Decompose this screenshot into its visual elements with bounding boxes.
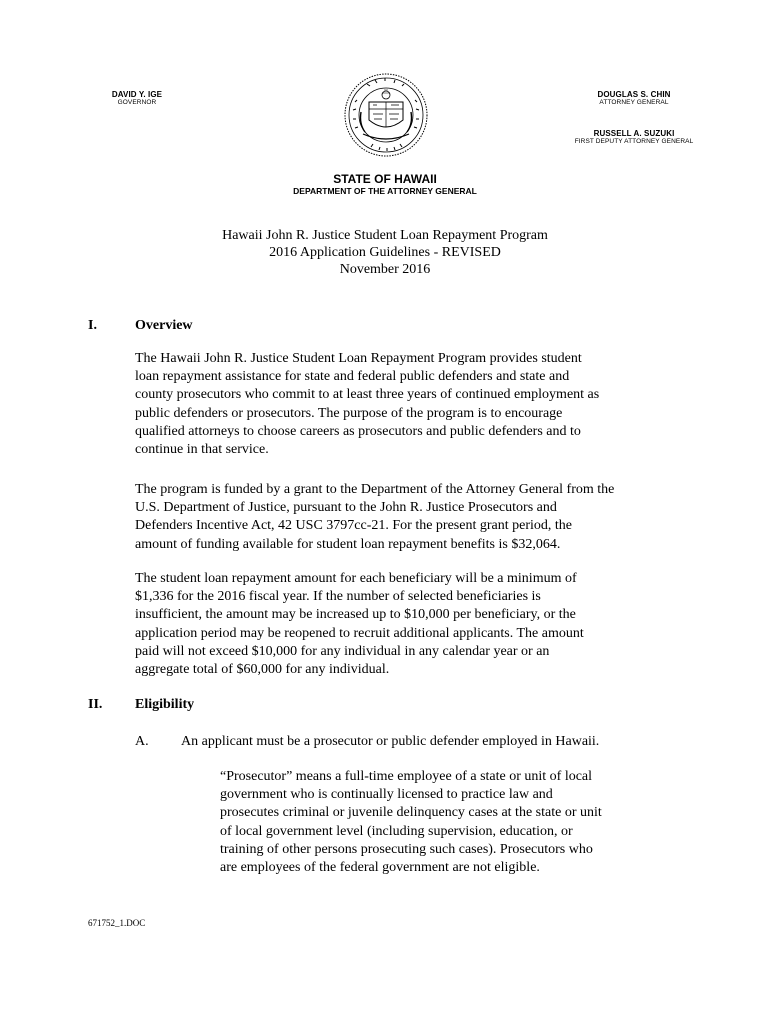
- governor-name: DAVID Y. IGE: [111, 90, 163, 99]
- title-line-2: 2016 Application Guidelines - REVISED: [269, 245, 501, 260]
- first-deputy-title: FIRST DEPUTY ATTORNEY GENERAL: [574, 138, 694, 145]
- overview-paragraph-1: [135, 350, 599, 459]
- text-line: The student loan repayment amount for each beneficiary will be a minimum of: [135, 571, 577, 586]
- document-id: 671752_1.DOC: [88, 918, 146, 928]
- text-line: county prosecutors who commit to at least three years of continued employment as: [135, 387, 600, 403]
- attorney-general-name: DOUGLAS S. CHIN: [597, 90, 671, 99]
- state-title: STATE OF HAWAII: [333, 172, 437, 186]
- letterhead-right-bottom: [566, 129, 702, 145]
- text-line: loan repayment assistance for state and federal public defenders and state and: [135, 369, 570, 385]
- text-line: $1,336 for the 2016 fiscal year. If the number of selected beneficiaries is: [135, 589, 541, 605]
- text-line: training of other persons prosecuting such cases). Prosecutors who: [220, 841, 593, 857]
- prosecutor-definition: [220, 768, 602, 877]
- text-line: Defenders Incentive Act, 42 USC 3797cc-21. For the present grant period, the: [135, 518, 572, 534]
- text-line: insufficient, the amount may be increased up to $10,000 per beneficiary, or the: [135, 607, 576, 623]
- governor-title: GOVERNOR: [117, 99, 157, 106]
- text-line: continue in that service.: [135, 441, 269, 457]
- text-line: qualified attorneys to choose careers as prosecutors and public defenders and to: [135, 423, 581, 439]
- text-line: prosecutes criminal or juvenile delinquency cases at the state or unit: [220, 805, 602, 821]
- text-line: “Prosecutor” means a full-time employee of a state or unit of local: [220, 769, 593, 784]
- section-number-overview: I.: [88, 318, 97, 333]
- text-line: The Hawaii John R. Justice Student Loan Repayment Program provides student: [135, 351, 582, 366]
- title-line-1: Hawaii John R. Justice Student Loan Repayment Program: [222, 228, 548, 243]
- attorney-general-title: ATTORNEY GENERAL: [599, 99, 669, 106]
- text-line: government who is continually licensed to practice law and: [220, 787, 553, 803]
- overview-paragraph-3: [135, 570, 584, 679]
- text-line: public defenders or prosecutors. The purpose of the program is to encourage: [135, 405, 563, 421]
- state-seal-icon: [343, 72, 429, 158]
- text-line: U.S. Department of Justice, pursuant to the John R. Justice Prosecutors and: [135, 500, 557, 516]
- text-line: amount of funding available for student loan repayment benefits is $32,064.: [135, 536, 561, 552]
- text-line: of local government level (including supervision, education, or: [220, 823, 573, 839]
- text-line: aggregate total of $60,000 for any individual.: [135, 661, 390, 677]
- eligibility-item-text: An applicant must be a prosecutor or public defender employed in Hawaii.: [181, 734, 600, 749]
- text-line: The program is funded by a grant to the Department of the Attorney General from the: [135, 482, 615, 497]
- text-line: paid will not exceed $10,000 for any individual in any calendar year or an: [135, 643, 550, 659]
- section-number-eligibility: II.: [88, 697, 103, 712]
- document-title: [0, 227, 770, 278]
- eligibility-item-label: A.: [135, 734, 149, 749]
- title-line-3: November 2016: [339, 262, 431, 277]
- department-title: DEPARTMENT OF THE ATTORNEY GENERAL: [293, 186, 477, 196]
- text-line: application period may be reopened to recruit additional applicants. The amount: [135, 625, 584, 641]
- section-heading-overview: Overview: [135, 318, 193, 333]
- letterhead-left: [106, 90, 168, 106]
- overview-paragraph-2: [135, 481, 614, 554]
- letterhead-right-top: [588, 90, 680, 106]
- section-heading-eligibility: Eligibility: [135, 697, 195, 712]
- text-line: are employees of the federal government are not eligible.: [220, 859, 540, 875]
- first-deputy-name: RUSSELL A. SUZUKI: [593, 129, 675, 138]
